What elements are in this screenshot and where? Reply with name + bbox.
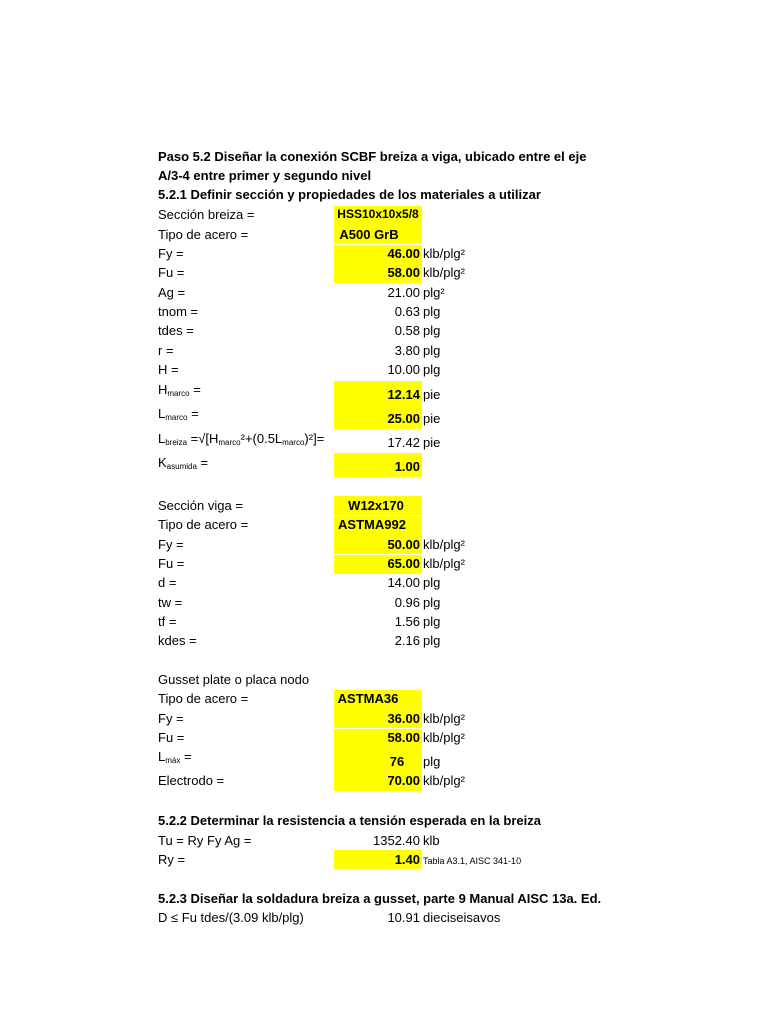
section-523-title: 5.2.3 Diseñar la soldadura breiza a gusset, parte 9 Manual AISC 13a. Ed. [158,891,602,906]
d-weld-label: D ≤ Fu tdes/(3.09 klb/plg) [158,910,304,925]
lmarco-value: 25.00 [387,411,420,426]
beam-tf-unit: plg [423,614,441,629]
tu-value: 1352.40 [373,833,420,848]
lbreiza-formula: $L_{breiza} =√[H_{marco}^2+(0.5L_{marco})^2]=$ [158,431,325,447]
brace-h-value: 10.00 [387,362,420,377]
electrodo-value: 70.00 [387,773,420,788]
brace-h-unit: plg [423,362,441,377]
brace-fy-value: 46.00 [387,246,420,261]
beam-tf-value: 1.56 [394,614,420,629]
brace-tnom-unit: plg [423,304,441,319]
beam-fy-value: 50.00 [387,537,420,552]
brace-h-label: H = [158,362,179,377]
electrodo-unit: klb/plg² [423,773,465,788]
beam-fu-unit: klb/plg² [423,556,465,571]
section-521-title: 5.2.1 Definir sección y propiedades de los materiales a utilizar [158,187,541,202]
brace-tnom-label: tnom = [158,304,199,319]
beam-tw-unit: plg [423,595,441,610]
beam-d-unit: plg [423,575,441,590]
gusset-title: Gusset plate o placa nodo [158,672,310,687]
gusset-steel-value: ASTMA36 [337,691,399,706]
brace-tdes-value: 0.58 [394,323,420,338]
lbreiza-value: 17.42 [387,435,420,450]
beam-kdes-unit: plg [423,633,441,648]
page-heading-line1: Paso 5.2 Diseñar la conexión SCBF breiza a viga, ubicado entre el eje [158,149,587,164]
beam-tf-label: tf = [158,614,177,629]
brace-ag-value: 21.00 [387,285,420,300]
brace-tdes-label: tdes = [158,323,194,338]
brace-fy-label: Fy = [158,246,184,261]
section-522-title: 5.2.2 Determinar la resistencia a tensión esperada en la breiza [158,813,541,828]
hmarco-value: 12.14 [387,387,420,402]
lmax-value: 76 [389,754,405,769]
k-value: 1.00 [394,459,420,474]
gusset-fy-label: Fy = [158,711,184,726]
gusset-fu-unit: klb/plg² [423,730,465,745]
ry-value: 1.40 [394,852,420,867]
beam-kdes-value: 2.16 [394,633,420,648]
brace-tdes-unit: plg [423,323,441,338]
brace-steel-label: Tipo de acero = [158,227,249,242]
gusset-steel-label: Tipo de acero = [158,691,249,706]
brace-r-label: r = [158,343,174,358]
electrodo-label: Electrodo = [158,773,225,788]
ry-label: Ry = [158,852,186,867]
brace-fu-unit: klb/plg² [423,265,465,280]
beam-steel-label: Tipo de acero = [158,517,249,532]
beam-d-value: 14.00 [387,575,420,590]
beam-section-value: W12x170 [348,498,404,513]
lmarco-unit: pie [423,411,441,426]
gusset-fy-value: 36.00 [387,711,420,726]
beam-fu-value: 65.00 [387,556,420,571]
d-weld-value: 10.91 [387,910,420,925]
beam-steel-value: ASTMA992 [338,517,406,532]
brace-fu-value: 58.00 [387,265,420,280]
gusset-fu-label: Fu = [158,730,185,745]
brace-section-value: HSS10x10x5/8 [337,207,419,221]
beam-tw-value: 0.96 [394,595,420,610]
beam-tw-label: tw = [158,595,183,610]
k-label: $K_{asumida}$ = [158,455,209,471]
hmarco-unit: pie [423,387,441,402]
beam-d-label: d = [158,575,177,590]
lbreiza-unit: pie [423,435,441,450]
brace-fy-unit: klb/plg² [423,246,465,261]
brace-tnom-value: 0.63 [394,304,420,319]
beam-fu-label: Fu = [158,556,185,571]
d-weld-unit: dieciseisavos [423,910,501,925]
hmarco-label: $H_{marco}$ = [158,382,201,398]
brace-fu-label: Fu = [158,265,185,280]
tu-label: Tu = Ry Fy Ag = [158,833,252,848]
gusset-fu-value: 58.00 [387,730,420,745]
beam-fy-label: Fy = [158,537,184,552]
page-heading-line2: A/3-4 entre primer y segundo nivel [158,168,372,183]
beam-section-label: Sección viga = [158,498,243,513]
brace-ag-label: Ag = [158,285,186,300]
brace-r-unit: plg [423,343,441,358]
lmax-unit: plg [423,754,441,769]
lmax-label: $L_{máx}$ = [158,749,192,765]
brace-steel-value: A500 GrB [339,227,399,242]
brace-r-value: 3.80 [394,343,420,358]
tu-unit: klb [423,833,440,848]
brace-ag-unit: plg² [423,285,445,300]
brace-section-label: Sección breiza = [158,207,255,222]
lmarco-label: $L_{marco}$ = [158,406,199,422]
gusset-fy-unit: klb/plg² [423,711,465,726]
beam-kdes-label: kdes = [158,633,197,648]
ry-note: Tabla A3.1, AISC 341-10 [423,856,522,866]
beam-fy-unit: klb/plg² [423,537,465,552]
